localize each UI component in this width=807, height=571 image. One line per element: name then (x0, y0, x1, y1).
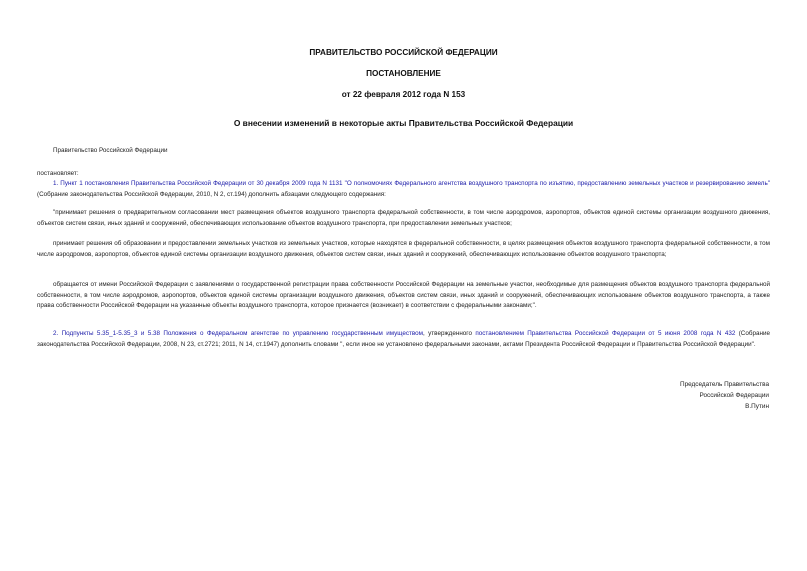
document-title: О внесении изменений в некоторые акты Правительства Российской Федерации (233, 118, 574, 128)
item-1-text: (Собрание законодательства Российской Федерации, 2010, N 2, ст.194) дополнить абзацами следующего содержания: (37, 190, 386, 198)
signature-position-line-1: Председатель Правительства (680, 381, 769, 388)
item-1-link[interactable]: 1. Пункт 1 постановления Правительства Российской Федерации от 30 декабря 2009 года N 1131 "О полномочиях Федерального агентства воздушного транспорта по изъятию, предоставлению земельных участков и резервированию земель" (53, 180, 770, 187)
issuer-text: Правительство Российской Федерации (53, 147, 168, 154)
signature-name: В.Путин (745, 403, 769, 410)
government-heading: ПРАВИТЕЛЬСТВО РОССИЙСКОЙ ФЕДЕРАЦИИ (309, 48, 498, 57)
item-2-text-2: (Собрание законодательства Российской Федерации, 2008, N 23, ст.2721; 2011, N 14, ст.1947) дополнить словами ", если иное не установлено федеральными законами, актами Президента Российской Федерации и Правительства Российской Федерации". (37, 330, 770, 348)
signature-position-line-2: Российской Федерации (699, 392, 769, 399)
quote-paragraph-2: принимает решения об образовании и предоставлении земельных участков из земельных участков, которые находятся в федеральной собственности, в целях размещения объектов воздушного транспорта федеральной собственности, в том числе аэродромов, аэропортов, объектов единой системы организации воздушного движения, объектов систем связи, иных зданий и сооружений, обеспечивающих использование объектов воздушного транспорта; (37, 240, 770, 258)
decrees-text: постановляет: (37, 170, 79, 177)
date-number-heading: от 22 февраля 2012 года N 153 (341, 90, 466, 99)
document-type-heading: ПОСТАНОВЛЕНИЕ (366, 69, 441, 78)
item-1-paragraph (37, 179, 770, 200)
quote-paragraph-3: обращается от имени Российской Федерации с заявлениями о государственной регистрации права собственности Российской Федерации на земельные участки, необходимые для размещения объектов воздушного транспорта федеральной собственности, в том числе аэродромов, аэропортов, объектов единой системы организации воздушного движения, объектов систем связи, иных зданий и сооружений, обеспечивающих использование объектов воздушного транспорта, а также права собственности Российской Федерации на указанные объекты воздушного транспорта, которое признается (возникает) в соответствии с федеральными законами;". (37, 281, 770, 310)
quote-paragraph-1: "принимает решения о предварительном согласовании мест размещения объектов воздушного транспорта федеральной собственности, в том числе аэродромов, аэропортов, объектов единой системы организации воздушного движения, объектов систем связи, иных зданий и сооружений, обеспечивающих использование объектов воздушного транспорта, при предоставлении земельных участков; (37, 209, 770, 227)
item-2-link-decree[interactable]: постановлением Правительства Российской Федерации от 5 июня 2008 года N 432 (475, 330, 736, 337)
item-2-paragraph (37, 329, 770, 350)
item-2-link-regulation[interactable]: 2. Подпункты 5.35_1-5.35_3 и 5.38 Положения о Федеральном агентстве по управлению государственным имуществом (53, 330, 424, 337)
item-2-text-1: , утвержденного (423, 330, 476, 337)
